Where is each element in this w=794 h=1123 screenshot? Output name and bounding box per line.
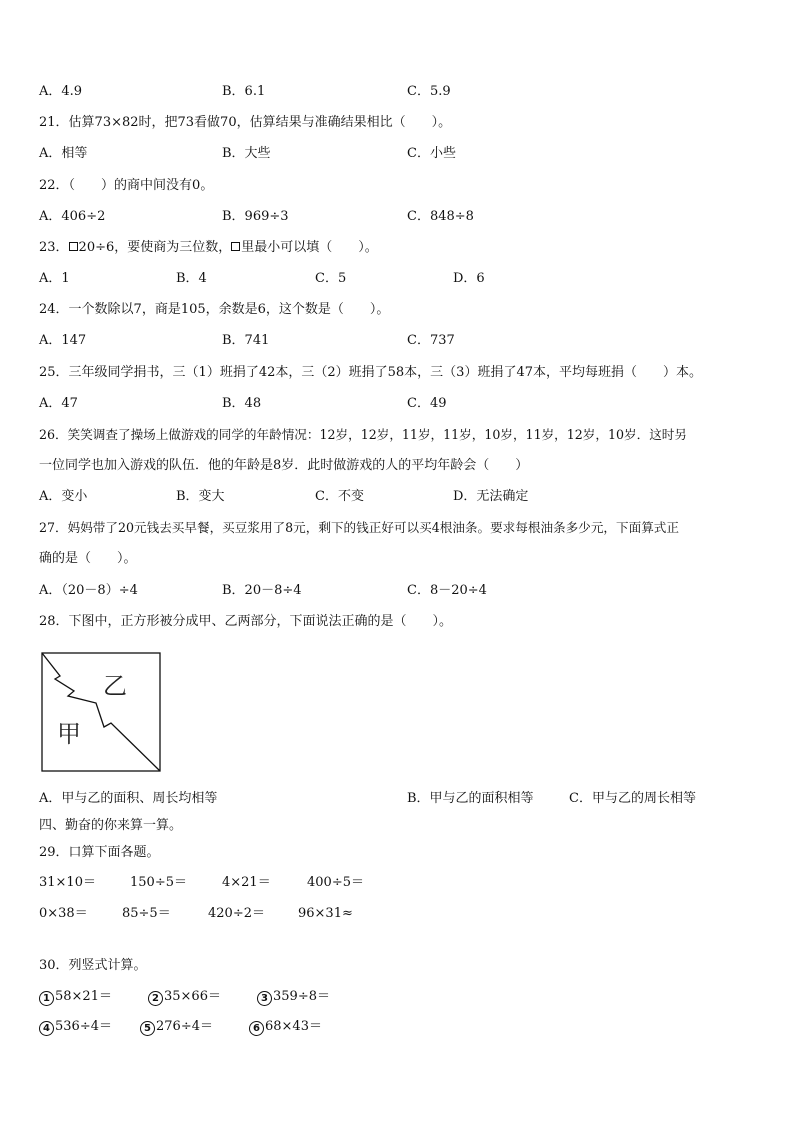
q23-option-d: D．6 [453, 271, 485, 286]
q25-option-c: C．49 [407, 396, 447, 411]
q26-option-a: A．变小 [39, 489, 88, 504]
q24-option-b: B．741 [222, 333, 270, 348]
q27-option-b: B．20－8÷4 [222, 583, 302, 598]
q30-item-6 [249, 1019, 322, 1036]
q30-item-5 [140, 1019, 213, 1036]
q21-option-a: A．相等 [39, 146, 88, 161]
q26-option-c: C．不变 [315, 489, 364, 504]
q23-text-after: 里最小可以填（ ）。 [241, 240, 378, 255]
blank-box-icon [231, 242, 240, 251]
q23-option-c: C．5 [315, 271, 347, 286]
q20-option-c: C．5.9 [407, 84, 451, 99]
q24-option-c: C．737 [407, 333, 455, 348]
q30-item-4 [39, 1019, 112, 1036]
square-division-figure [41, 652, 161, 772]
q30-expression: 35×66＝ [164, 989, 221, 1004]
q23-option-b: B．4 [176, 271, 207, 286]
q29-item: 0×38＝ [39, 906, 88, 921]
q22-option-c: C．848÷8 [407, 209, 474, 224]
q29-item: 96×31≈ [298, 906, 353, 921]
figure-label-yi: 乙 [103, 672, 127, 700]
q30-expression: 359÷8＝ [273, 989, 330, 1004]
q30-item-2 [148, 989, 221, 1006]
q29-question: 29．口算下面各题。 [39, 845, 160, 860]
q23-question [39, 240, 378, 256]
q20-option-a: A．4.9 [39, 84, 83, 99]
q29-item: 150÷5＝ [130, 875, 187, 890]
q22-question: 22．（ ）的商中间没有0。 [39, 178, 214, 193]
q20-option-b: B．6.1 [222, 84, 266, 99]
q27-question-line1: 27．妈妈带了20元钱去买早餐，买豆浆用了8元，剩下的钱正好可以买4根油条。要求每根油条多少元，下面算式正 [39, 520, 679, 535]
q29-item: 420÷2＝ [208, 906, 265, 921]
q27-option-a: A．（20－8）÷4 [39, 583, 138, 598]
q28-question: 28．下图中，正方形被分成甲、乙两部分，下面说法正确的是（ ）。 [39, 614, 453, 629]
q30-expression: 58×21＝ [55, 989, 112, 1004]
q25-option-b: B．48 [222, 396, 262, 411]
q23-number: 23． [39, 240, 69, 255]
q30-item-1 [39, 989, 112, 1006]
q29-item: 31×10＝ [39, 875, 96, 890]
q23-option-a: A．1 [39, 271, 70, 286]
q21-option-c: C．小些 [407, 146, 456, 161]
section-title: 四、勤奋的你来算一算。 [39, 818, 183, 833]
circled-number-icon: 1 [39, 991, 54, 1006]
q28-option-a: A．甲与乙的面积、周长均相等 [39, 791, 218, 806]
q30-question: 30．列竖式计算。 [39, 958, 147, 973]
q23-text-mid: 20÷6，要使商为三位数， [78, 240, 232, 255]
figure-label-jia: 甲 [57, 720, 81, 748]
q21-question: 21．估算73×82时，把73看做70，估算结果与准确结果相比（ ）。 [39, 115, 452, 130]
q27-question-line2: 确的是（ ）。 [39, 551, 137, 566]
q30-item-3 [257, 989, 330, 1006]
zigzag-divider [42, 653, 160, 771]
circled-number-icon: 5 [140, 1021, 155, 1036]
q21-option-b: B．大些 [222, 146, 271, 161]
q30-expression: 536÷4＝ [55, 1019, 112, 1034]
q26-question-line1: 26．笑笑调查了操场上做游戏的同学的年龄情况：12岁，12岁，11岁，11岁，10岁，11岁，12岁，10岁．这时另 [39, 427, 687, 442]
circled-number-icon: 2 [148, 991, 163, 1006]
q24-question: 24．一个数除以7，商是105，余数是6，这个数是（ ）。 [39, 302, 390, 317]
q28-option-c: C．甲与乙的周长相等 [569, 791, 696, 806]
q29-item: 85÷5＝ [122, 906, 171, 921]
q29-item: 400÷5＝ [307, 875, 364, 890]
q30-expression: 276÷4＝ [156, 1019, 213, 1034]
circled-number-icon: 6 [249, 1021, 264, 1036]
q29-item: 4×21＝ [222, 875, 271, 890]
blank-box-icon [69, 242, 78, 251]
q27-option-c: C．8－20÷4 [407, 583, 487, 598]
q22-option-b: B．969÷3 [222, 209, 289, 224]
circled-number-icon: 4 [39, 1021, 54, 1036]
q26-option-d: D．无法确定 [453, 489, 529, 504]
q22-option-a: A．406÷2 [39, 209, 106, 224]
q24-option-a: A．147 [39, 333, 87, 348]
q26-question-line2: 一位同学也加入游戏的队伍．他的年龄是8岁．此时做游戏的人的平均年龄会（ ） [39, 458, 529, 473]
q28-option-b: B．甲与乙的面积相等 [407, 791, 534, 806]
q25-option-a: A．47 [39, 396, 78, 411]
q26-option-b: B．变大 [176, 489, 225, 504]
q30-expression: 68×43＝ [265, 1019, 322, 1034]
q25-question: 25．三年级同学捐书，三（1）班捐了42本，三（2）班捐了58本，三（3）班捐了47本，平均每班捐（ ）本。 [39, 365, 702, 380]
circled-number-icon: 3 [257, 991, 272, 1006]
